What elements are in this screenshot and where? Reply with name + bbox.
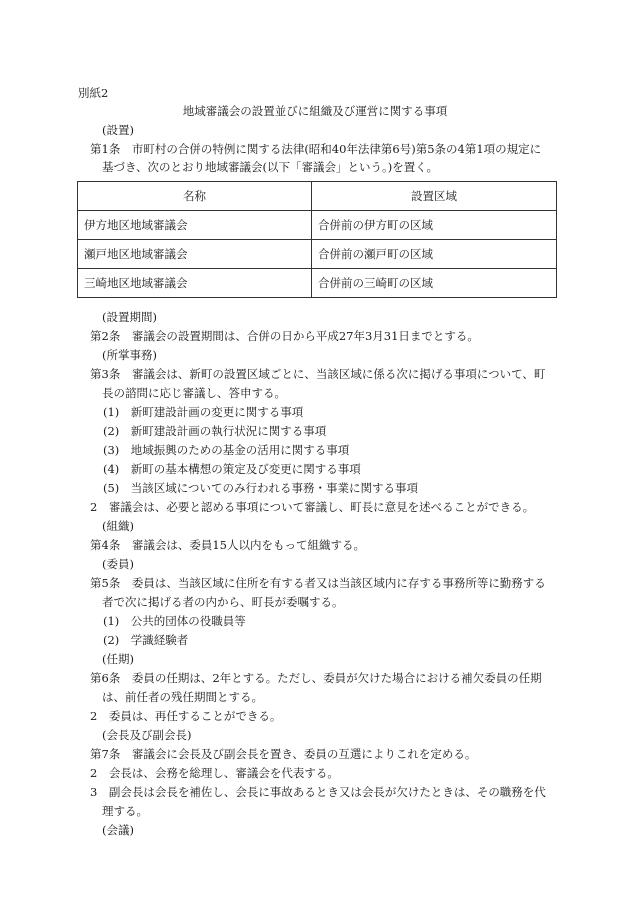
list-item: (1) 新町建設計画の変更に関する事項 [103, 405, 304, 419]
council-table [77, 181, 557, 298]
table-cell: 合併前の三崎町の区域 [312, 269, 557, 298]
table-cell: 三崎地区地域審議会 [78, 269, 312, 298]
article-6-line-2: は、前任者の残任期間とする。 [102, 690, 263, 704]
document-title: 地域審議会の設置並びに組織及び運営に関する事項 [182, 104, 448, 118]
table-cell: 合併前の伊方町の区域 [312, 211, 557, 240]
article-7-paragraph-2: 2 会長は、会務を総理し、審議会を代表する。 [90, 766, 339, 780]
article-6-paragraph-2: 2 委員は、再任することができる。 [90, 709, 282, 723]
article-1-line-1: 第1条 市町村の合併の特例に関する法律(昭和40年法律第6号)第5条の4第1項の規定に [90, 142, 542, 156]
table-row [78, 240, 557, 269]
table-header-row [78, 182, 557, 211]
section-heading-members: (委員) [102, 557, 134, 571]
section-heading-meeting: (会議) [102, 823, 134, 837]
table-cell: 伊方地区地域審議会 [78, 211, 312, 240]
section-heading-period: (設置期間) [102, 310, 157, 324]
article-5-line-1: 第5条 委員は、当該区域に住所を有する者又は当該区域内に存する事務所等に勤務する [90, 576, 546, 590]
section-heading-organization: (組織) [102, 519, 134, 533]
article-7-paragraph-3-line-1: 3 副会長は会長を補佐し、会長に事故あるとき又は会長が欠けたときは、その職務を代 [90, 785, 546, 799]
list-item: (1) 公共的団体の役職員等 [103, 614, 246, 628]
article-7-paragraph-3-line-2: 理する。 [102, 804, 148, 818]
section-heading-term: (任期) [102, 652, 134, 666]
article-5-line-2: 者で次に掲げる者の内から、町長が委嘱する。 [102, 595, 344, 609]
article-6-line-1: 第6条 委員の任期は、2年とする。ただし、委員が欠けた場合における補欠委員の任期 [90, 671, 542, 685]
table-cell: 瀬戸地区地域審議会 [78, 240, 312, 269]
section-heading-chair: (会長及び副会長) [102, 728, 192, 742]
article-1-line-2: 基づき、次のとおり地域審議会(以下「審議会」という。)を置く。 [102, 160, 439, 174]
article-3-line-1: 第3条 審議会は、新町の設置区域ごとに、当該区域に係る次に掲げる事項について、町 [90, 367, 546, 381]
section-heading-establishment: (設置) [102, 123, 134, 137]
article-3-line-2: 長の諮問に応じ審議し、答申する。 [102, 386, 286, 400]
section-heading-duties: (所掌事務) [102, 348, 157, 362]
article-2-line-1: 第2条 審議会の設置期間は、合併の日から平成27年3月31日までとする。 [90, 329, 479, 343]
table-row [78, 211, 557, 240]
table-row [78, 269, 557, 298]
list-item: (5) 当該区域についてのみ行われる事務・事業に関する事項 [103, 481, 419, 495]
article-7-line-1: 第7条 審議会に会長及び副会長を置き、委員の互選によりこれを定める。 [90, 747, 477, 761]
table-cell: 合併前の瀬戸町の区域 [312, 240, 557, 269]
list-item: (3) 地域振興のための基金の活用に関する事項 [103, 443, 350, 457]
article-4-line-1: 第4条 審議会は、委員15人以内をもって組織する。 [90, 538, 365, 552]
column-header-area: 設置区域 [312, 182, 557, 211]
list-item: (4) 新町の基本構想の策定及び変更に関する事項 [103, 462, 361, 476]
attachment-label: 別紙2 [78, 86, 109, 100]
column-header-name: 名称 [78, 182, 312, 211]
list-item: (2) 新町建設計画の執行状況に関する事項 [103, 424, 327, 438]
article-3-paragraph-2: 2 審議会は、必要と認める事項について審議し、町長に意見を述べることができる。 [90, 500, 535, 514]
list-item: (2) 学識経験者 [103, 633, 189, 647]
